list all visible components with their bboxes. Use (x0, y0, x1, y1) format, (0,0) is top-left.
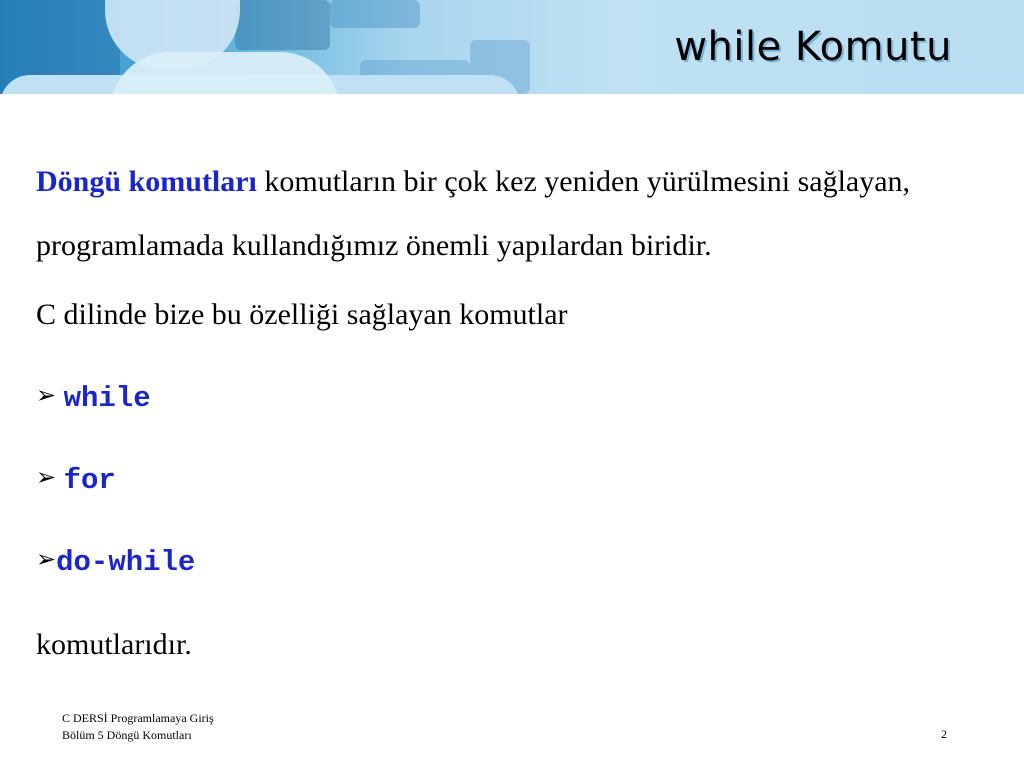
sentence-commands: C dilinde bize bu özelliği sağlayan komutlar (36, 298, 568, 331)
banner-photo (330, 0, 420, 28)
slide-body (36, 150, 976, 661)
item-while: while (63, 382, 151, 415)
item-do-while: do-while (56, 546, 196, 579)
intro-paragraph (36, 150, 976, 278)
slide-title: while Komutu (674, 24, 952, 70)
list-item (36, 380, 151, 415)
footer-course: C DERSİ Programlamaya Giriş (62, 711, 214, 725)
page-number: 2 (941, 727, 947, 741)
banner-photo (235, 0, 330, 50)
intro-text: komutların bir çok kez yeniden yürülmesini sağlayan, programlamada kullandığımız önemli yapılardan biridir. (36, 165, 911, 262)
item-for: for (63, 464, 116, 497)
closing-text: komutlarıdır. (36, 628, 192, 661)
footer (62, 710, 214, 744)
arrow-bullet-icon: ➢ (36, 381, 57, 409)
list-item (36, 462, 116, 497)
footer-chapter: Bölüm 5 Döngü Komutları (62, 728, 192, 742)
arrow-bullet-icon: ➢ (36, 463, 57, 491)
arrow-bullet-icon: ➢ (36, 545, 57, 573)
banner-shape (110, 52, 340, 94)
list-item (36, 544, 195, 579)
intro-highlight: Döngü komutları (36, 165, 257, 198)
